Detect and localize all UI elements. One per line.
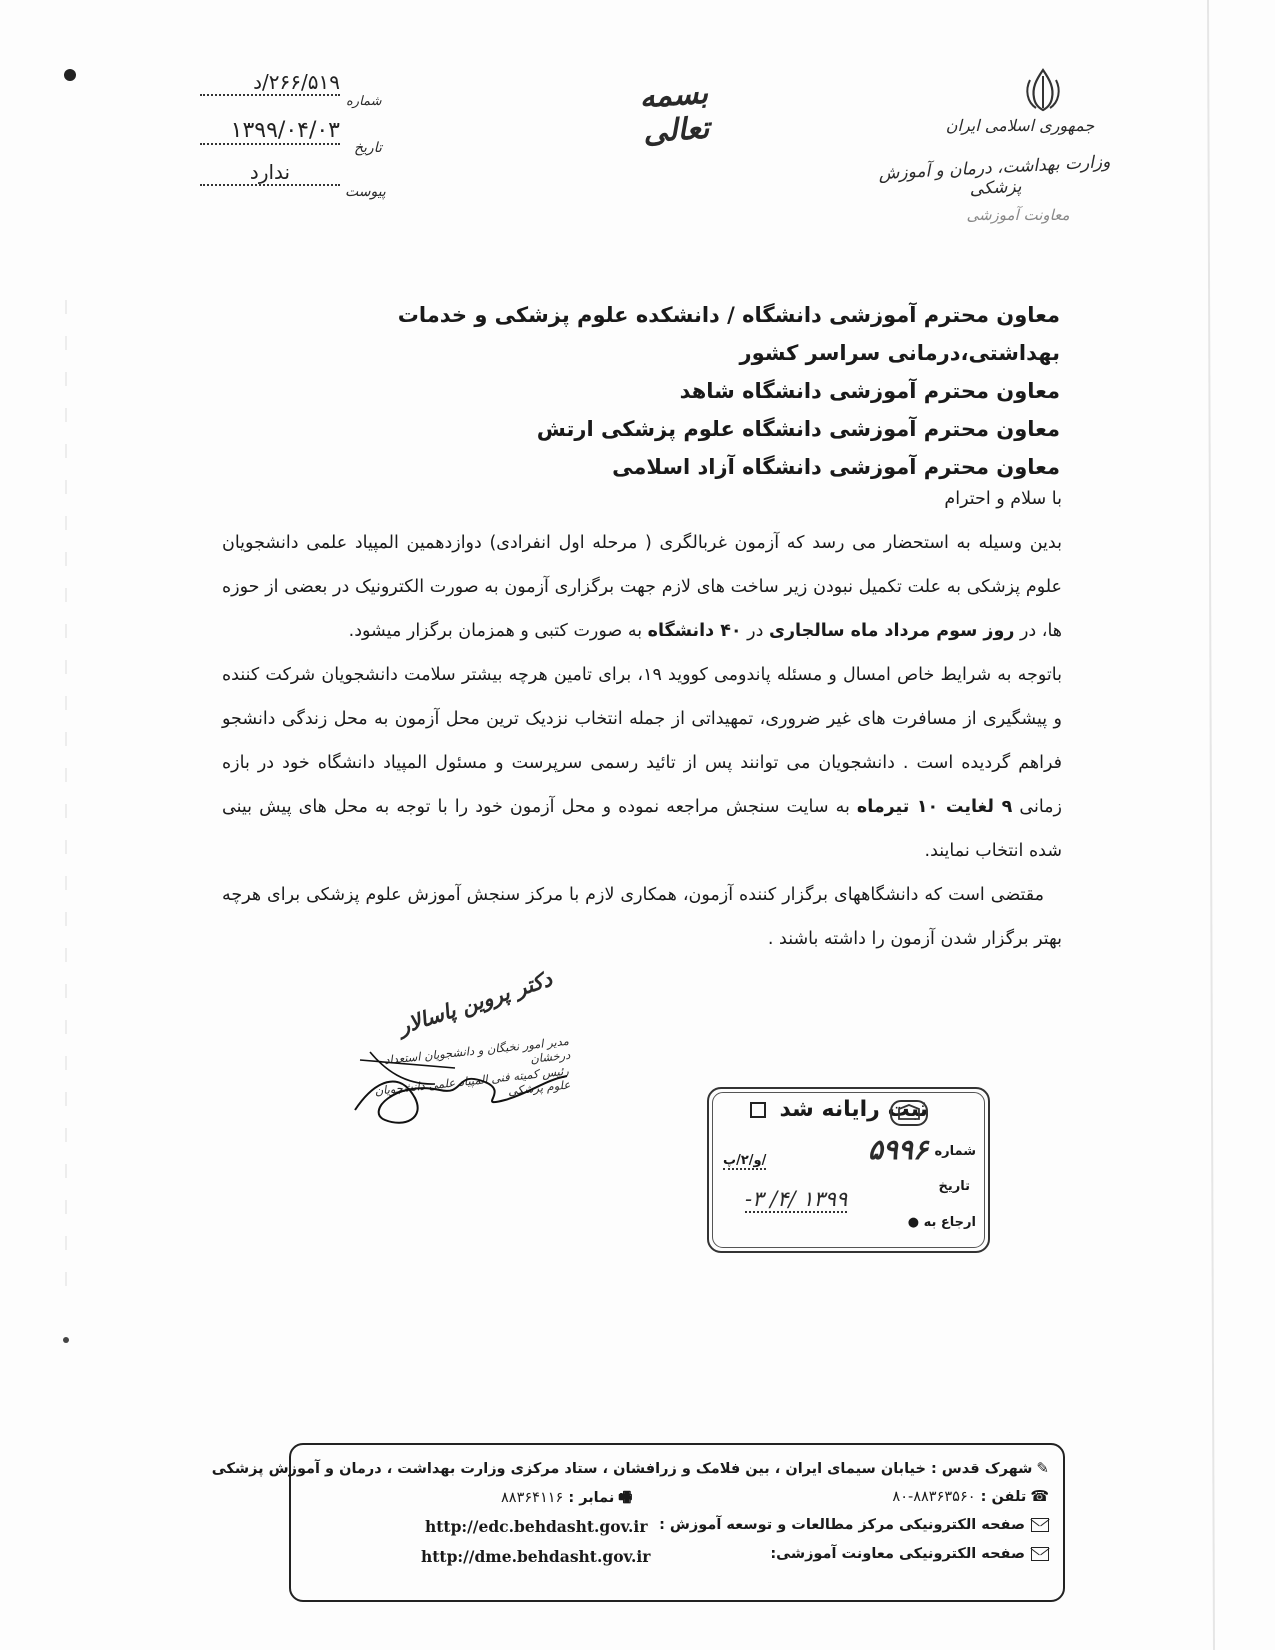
checkbox-icon bbox=[750, 1102, 766, 1118]
stamp-title: ثبت رایانه شد bbox=[750, 1097, 928, 1122]
footer-fax: 🖷نمابر : ۸۸۳۶۴۱۱۶ bbox=[501, 1487, 632, 1512]
phone-icon: ☎ bbox=[1030, 1487, 1049, 1505]
envelope-icon bbox=[1031, 1547, 1049, 1561]
stamp-number-value: ۵۹۹۶ bbox=[867, 1133, 928, 1166]
letter-attachment-value: ندارد bbox=[200, 160, 340, 186]
stamp-date-value: ۱۳۹۹ /۴/ ۳- bbox=[745, 1187, 848, 1211]
pen-icon: ✎ bbox=[1036, 1459, 1049, 1477]
footer-dme-link[interactable]: http://dme.behdasht.gov.ir bbox=[421, 1547, 651, 1566]
signatory-title-1: مدیر امور نخبگان و دانشجویان استعداد درخشان bbox=[383, 1033, 571, 1068]
org-line-deputy: معاونت آموزشی bbox=[966, 206, 1070, 224]
registration-window-highlight: ۹ لغایت ۱۰ تیرماه bbox=[856, 797, 1013, 817]
footer-phone: ☎تلفن : ۸۸۳۶۳۵۶۰-۸۰ bbox=[892, 1487, 1049, 1505]
letter-body bbox=[222, 477, 1062, 961]
org-line-ministry: وزارت بهداشت، درمان و آموزش پزشکی bbox=[878, 151, 1111, 200]
envelope-icon bbox=[1031, 1518, 1049, 1532]
letter-number-value: ۲۶۶/۵۱۹/د bbox=[200, 70, 340, 96]
recipient-line: معاون محترم آموزشی دانشگاه شاهد bbox=[679, 379, 1060, 403]
fax-icon: 🖷 bbox=[618, 1488, 633, 1506]
handwritten-signature bbox=[345, 1040, 575, 1130]
stamp-number-suffix: /و/۲/پ bbox=[723, 1153, 767, 1168]
stamp-date-label: تاریخ bbox=[938, 1179, 970, 1194]
footer-edc-label: صفحه الکترونیکی مرکز مطالعات و توسعه آموزش : bbox=[659, 1517, 1049, 1533]
paragraph-1: بدین وسیله به استحضار می رسد که آزمون غربالگری ( مرحله اول انفرادی) دوازدهمین المپیاد علمی دانشجویان علوم پزشکی به علت تکمیل نبودن زیر ساخت های لازم جهت برگزاری آزمون به صورت الکترونیک در بعضی از حوزه ها، در روز سوم مرداد ماه سالجاری در ۴۰ دانشگاه به صورت کتبی و همزمان برگزار میشود. bbox=[222, 533, 1062, 641]
bismillah-heading: بسمه تعالی bbox=[638, 75, 711, 151]
recipient-line: معاون محترم آموزشی دانشگاه علوم پزشکی ارتش bbox=[536, 417, 1060, 441]
footer-address: ✎شهرک قدس : خیابان سیمای ایران ، بین فلامک و زرافشان ، ستاد مرکزی وزارت بهداشت ، درمان و آموزش پزشکی bbox=[211, 1459, 1049, 1477]
university-count-highlight: ۴۰ دانشگاه bbox=[647, 621, 742, 641]
letter-date-label: تاریخ bbox=[354, 140, 382, 156]
footer-contact-box bbox=[211, 1443, 1065, 1602]
registration-stamp bbox=[707, 1087, 990, 1253]
letter-date-value: ۱۳۹۹/۰۴/۰۳ bbox=[200, 118, 340, 145]
greeting: با سلام و احترام bbox=[944, 489, 1062, 509]
footer-edc-link[interactable]: http://edc.behdasht.gov.ir bbox=[425, 1517, 648, 1536]
paragraph-3: مقتضی است که دانشگاههای برگزار کننده آزمون، همکاری لازم با مرکز سنجش آموزش علوم پزشکی برای هرچه بهتر برگزار شدن آزمون را داشته باشند . bbox=[222, 885, 1062, 949]
footer-dme-label: صفحه الکترونیکی معاونت آموزشی: bbox=[770, 1546, 1049, 1562]
exam-date-highlight: روز سوم مرداد ماه سالجاری bbox=[768, 621, 1015, 641]
signatory-title-2: رئیس کمیته فنی المپیاد علمی دانشجویان علوم پزشکی bbox=[373, 1063, 571, 1098]
iran-emblem-icon bbox=[1022, 66, 1064, 114]
recipient-line: معاون محترم آموزشی دانشگاه آزاد اسلامی bbox=[612, 455, 1060, 479]
letter-number-label: شماره bbox=[346, 94, 382, 109]
recipients-block bbox=[300, 296, 1060, 486]
org-line-country: جمهوری اسلامی ایران bbox=[945, 116, 1095, 135]
recipient-line: معاون محترم آموزشی دانشگاه / دانشکده علوم پزشکی و خدمات بهداشتی،درمانی سراسر کشور bbox=[397, 303, 1060, 365]
stamp-number-label: شماره bbox=[934, 1144, 976, 1159]
paragraph-2: باتوجه به شرایط خاص امسال و مسئله پاندومی کووید ۱۹، برای تامین هرچه بیشتر سلامت دانشجویان شرکت کننده و پیشگیری از مسافرت های غیر ضروری، تمهیداتی از جمله انتخاب نزدیک ترین محل آزمون به محل زندگی دانشجو فراهم گردیده است . دانشجویان می توانند پس از تائید رسمی سرپرست و مسئول المپیاد دانشگاه خود در بازه زمانی ۹ لغایت ۱۰ تیرماه به سایت سنجش مراجعه نموده و محل آزمون خود را با توجه به محل های پیش بینی شده انتخاب نمایند. bbox=[222, 665, 1062, 861]
stamp-referral-label: ارجاع به ● bbox=[907, 1215, 976, 1230]
stamp-logo-icon bbox=[889, 1097, 929, 1129]
letter-attachment-label: پیوست bbox=[345, 184, 386, 200]
signatory-name: دکتر پروین پاسالار bbox=[395, 965, 555, 1040]
